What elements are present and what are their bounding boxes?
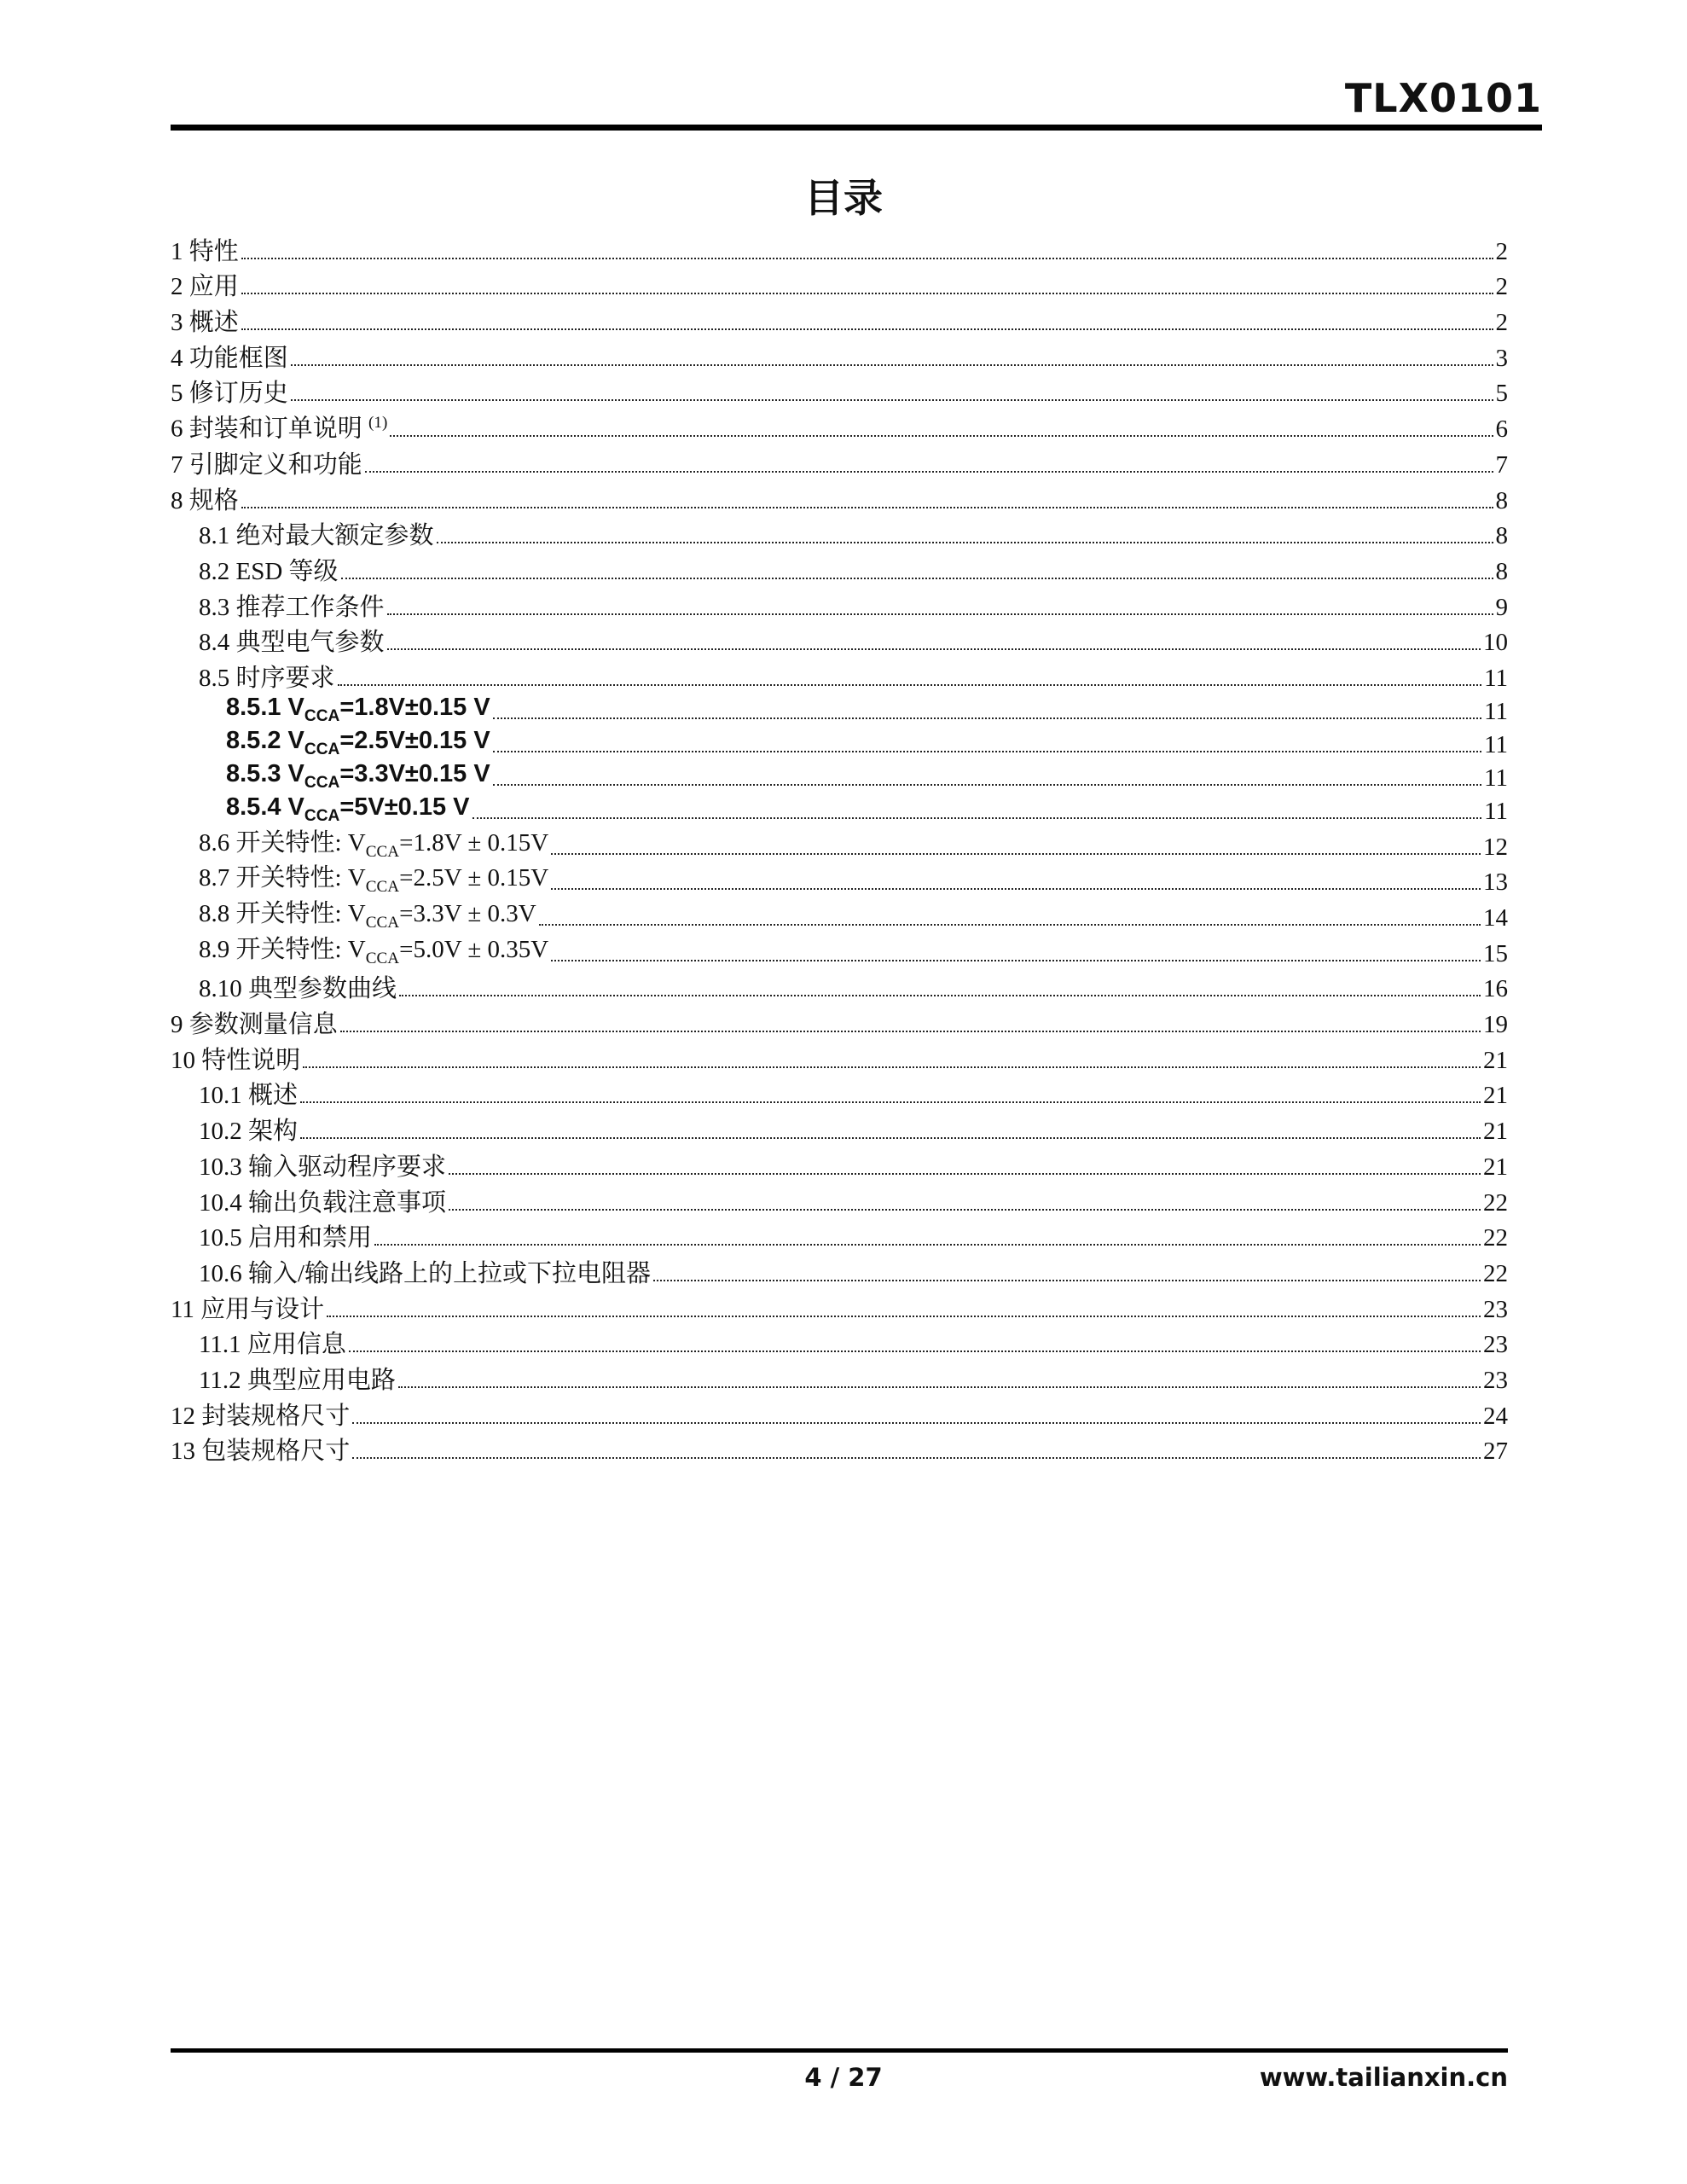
toc-entry[interactable]	[171, 442, 1508, 478]
toc-entry[interactable]	[171, 229, 1508, 264]
toc-entry-label	[199, 1188, 447, 1217]
toc-entry-text: 6 封装和订单说明	[171, 415, 362, 444]
toc-entry-text: 10.2 架构	[199, 1118, 299, 1146]
toc-entry[interactable]	[171, 724, 1508, 758]
toc-entry-label	[171, 381, 288, 406]
toc-entry-text: 10.3 输入驱动程序要求	[199, 1153, 447, 1181]
toc-page-number: 8	[1495, 522, 1508, 550]
dot-leader	[241, 258, 1493, 259]
toc-page-number: 23	[1483, 1331, 1508, 1359]
toc-entry-text: 8.5.1 V	[226, 694, 304, 721]
toc-entry-text: 8.7 开关特性: V	[199, 864, 366, 892]
toc-page-number: 11	[1484, 764, 1508, 792]
toc-entry[interactable]	[171, 1393, 1508, 1429]
toc-page-number: 21	[1483, 1153, 1508, 1181]
toc-entry-label	[199, 902, 536, 931]
toc-entry-label	[199, 1119, 298, 1144]
toc-entry-text: 13 包装规格尺寸	[171, 1438, 351, 1466]
toc-page-number: 13	[1483, 868, 1508, 897]
toc-entry-text: 8.6 开关特性: V	[199, 828, 366, 857]
dot-leader	[387, 648, 1481, 650]
toc-entry[interactable]	[171, 1429, 1508, 1465]
toc-entry[interactable]	[171, 584, 1508, 620]
toc-page-number: 21	[1483, 1118, 1508, 1146]
toc-entry[interactable]	[171, 1180, 1508, 1216]
toc-entry[interactable]	[171, 1144, 1508, 1180]
toc-entry[interactable]	[171, 655, 1508, 691]
toc-entry[interactable]	[171, 264, 1508, 300]
toc-entry-label	[171, 1439, 350, 1464]
dot-leader	[493, 784, 1481, 786]
toc-entry-text: 3 概述	[171, 309, 239, 337]
toc-page-number: 24	[1483, 1402, 1508, 1430]
toc-page-number: 15	[1483, 939, 1508, 967]
toc-entry[interactable]	[171, 1287, 1508, 1322]
toc-page-number: 21	[1483, 1046, 1508, 1074]
toc-page-number: 11	[1484, 664, 1508, 692]
toc-entry[interactable]	[171, 931, 1508, 967]
toc-entry-text: =5.0V ± 0.35V	[399, 935, 549, 963]
dot-leader	[551, 960, 1481, 961]
toc-entry[interactable]	[171, 1037, 1508, 1073]
toc-page-number: 7	[1495, 450, 1508, 479]
subscript: CCA	[304, 740, 340, 758]
dot-leader	[352, 1457, 1481, 1459]
toc-entry-label	[199, 1368, 396, 1393]
dot-leader	[374, 1244, 1481, 1246]
toc-entry-text: 4 功能框图	[171, 344, 288, 372]
subscript: CCA	[304, 773, 340, 792]
toc-entry-label	[199, 524, 434, 549]
toc-entry[interactable]	[171, 1216, 1508, 1252]
toc-title: 目录	[804, 175, 883, 221]
toc-entry-text: 8.5.4 V	[226, 793, 304, 821]
toc-entry[interactable]	[171, 299, 1508, 335]
toc-entry-label	[171, 1013, 338, 1037]
toc-entry-label	[226, 795, 470, 824]
toc-page-number: 8	[1495, 557, 1508, 585]
toc-entry-label	[199, 828, 549, 861]
table-of-contents	[171, 229, 1508, 1464]
toc-entry-text: =1.8V±0.15 V	[339, 694, 490, 721]
toc-entry[interactable]	[171, 758, 1508, 791]
toc-page-number: 5	[1495, 380, 1508, 408]
toc-page-number: 23	[1483, 1295, 1508, 1323]
toc-entry-text: 10.5 启用和禁用	[199, 1224, 373, 1252]
toc-entry-label	[199, 1333, 346, 1357]
toc-entry-text: =2.5V ± 0.15V	[399, 864, 549, 892]
dot-leader	[449, 1173, 1481, 1175]
toc-entry-text: =1.8V ± 0.15V	[399, 828, 549, 857]
toc-entry-text: 10.4 输出负载注意事项	[199, 1188, 447, 1217]
toc-entry-label	[171, 275, 239, 299]
toc-entry-label	[171, 311, 239, 335]
toc-entry-text: =3.3V±0.15 V	[339, 760, 490, 787]
toc-entry-text: 5 修订历史	[171, 380, 288, 408]
dot-leader	[539, 924, 1481, 926]
toc-page-number: 14	[1483, 904, 1508, 932]
toc-page-number: 10	[1483, 629, 1508, 657]
toc-page-number: 12	[1483, 833, 1508, 861]
toc-page-number: 6	[1495, 415, 1508, 444]
toc-entry-label	[199, 935, 549, 967]
toc-entry[interactable]	[171, 1322, 1508, 1358]
dot-leader	[472, 817, 1482, 819]
toc-entry[interactable]	[171, 967, 1508, 1002]
toc-entry-label	[199, 595, 385, 620]
toc-entry-label	[171, 415, 387, 442]
toc-entry-text: 10 特性说明	[171, 1046, 301, 1074]
toc-entry-label	[171, 237, 239, 265]
toc-entry-text: 8.8 开关特性: V	[199, 900, 366, 928]
toc-entry-text: 11 应用与设计	[171, 1295, 325, 1323]
toc-entry-label	[226, 762, 490, 791]
subscript: CCA	[365, 878, 400, 897]
subscript: CCA	[365, 842, 400, 861]
dot-leader	[241, 293, 1493, 294]
dot-leader	[300, 1137, 1481, 1139]
footnote-marker: (1)	[368, 414, 388, 433]
dot-leader	[241, 507, 1493, 508]
toc-entry[interactable]	[171, 371, 1508, 407]
website-link[interactable]: www.tailianxin.cn	[1259, 2063, 1508, 2092]
toc-entry[interactable]	[171, 1108, 1508, 1144]
toc-entry[interactable]	[171, 791, 1508, 824]
toc-entry[interactable]	[171, 860, 1508, 896]
toc-entry-label	[199, 1083, 298, 1108]
toc-page-number: 22	[1483, 1259, 1508, 1287]
dot-leader	[551, 888, 1481, 890]
toc-entry-label	[171, 450, 362, 479]
toc-entry-text: 9 参数测量信息	[171, 1011, 338, 1039]
toc-entry-label	[199, 866, 548, 895]
toc-entry-text: 10.1 概述	[199, 1082, 299, 1110]
dot-leader	[303, 1066, 1481, 1068]
toc-entry[interactable]	[171, 549, 1508, 584]
toc-entry-text: 8.2 ESD 等级	[199, 557, 339, 585]
toc-entry-text: 1 特性	[171, 237, 239, 265]
toc-entry[interactable]	[171, 1073, 1508, 1109]
toc-page-number: 22	[1483, 1188, 1508, 1217]
dot-leader	[300, 1101, 1481, 1103]
toc-page-number: 11	[1484, 797, 1508, 825]
toc-page-number: 3	[1495, 344, 1508, 372]
toc-entry-label	[199, 1226, 372, 1251]
dot-leader	[365, 471, 1493, 473]
toc-entry-label	[226, 695, 490, 724]
toc-page-number: 2	[1495, 237, 1508, 265]
dot-leader	[653, 1280, 1481, 1281]
toc-entry-text: 8.10 典型参数曲线	[199, 975, 397, 1003]
toc-entry-text: 10.6 输入/输出线路上的上拉或下拉电阻器	[199, 1259, 652, 1287]
toc-entry-text: 12 封装规格尺寸	[171, 1402, 351, 1430]
toc-entry[interactable]	[171, 478, 1508, 514]
toc-page-number: 23	[1483, 1366, 1508, 1394]
toc-page-number: 2	[1495, 273, 1508, 301]
toc-page-number: 8	[1495, 486, 1508, 514]
toc-page-number: 11	[1484, 697, 1508, 725]
toc-entry-label	[171, 346, 288, 371]
dot-leader	[399, 995, 1481, 996]
toc-entry-text: 11.2 典型应用电路	[199, 1366, 396, 1394]
toc-entry[interactable]	[171, 1002, 1508, 1037]
toc-entry-text: 8.4 典型电气参数	[199, 629, 385, 657]
toc-entry-label	[171, 1048, 300, 1073]
document-id: TLX0101	[1344, 75, 1542, 121]
dot-leader	[241, 328, 1493, 330]
toc-entry-text: 8.5.2 V	[226, 727, 304, 754]
toc-page-number: 21	[1483, 1082, 1508, 1110]
toc-page-number: 9	[1495, 593, 1508, 621]
toc-entry-label	[226, 729, 490, 758]
toc-page-number: 27	[1483, 1438, 1508, 1466]
toc-page-number: 19	[1483, 1011, 1508, 1039]
subscript: CCA	[365, 949, 400, 967]
dot-leader	[352, 1422, 1481, 1424]
toc-entry-text: 2 应用	[171, 273, 239, 301]
toc-entry-text: 7 引脚定义和功能	[171, 450, 362, 479]
toc-entry-label	[171, 1295, 325, 1323]
toc-page-number: 22	[1483, 1224, 1508, 1252]
header-divider	[171, 125, 1542, 131]
toc-entry[interactable]	[171, 824, 1508, 860]
footer-divider	[171, 2048, 1508, 2053]
toc-entry[interactable]	[171, 895, 1508, 931]
toc-entry-text: =3.3V ± 0.3V	[399, 900, 536, 928]
dot-leader	[338, 684, 1482, 686]
dot-leader	[387, 613, 1493, 615]
toc-entry[interactable]	[171, 406, 1508, 442]
dot-leader	[390, 435, 1493, 437]
toc-entry-text: 8.1 绝对最大额定参数	[199, 522, 434, 550]
toc-entry[interactable]	[171, 691, 1508, 724]
toc-entry[interactable]	[171, 620, 1508, 656]
page-number: 4 / 27	[804, 2063, 883, 2092]
toc-page-number: 2	[1495, 309, 1508, 337]
toc-entry-label	[171, 1404, 350, 1429]
dot-leader	[291, 364, 1493, 366]
toc-entry-text: 8 规格	[171, 486, 239, 514]
dot-leader	[327, 1316, 1481, 1317]
dot-leader	[340, 1031, 1481, 1032]
dot-leader	[398, 1386, 1481, 1388]
toc-entry-text: =5V±0.15 V	[339, 793, 470, 821]
toc-entry[interactable]	[171, 1357, 1508, 1393]
subscript: CCA	[304, 806, 340, 825]
dot-leader	[341, 578, 1493, 579]
toc-entry-label	[199, 977, 397, 1002]
toc-entry-text: 8.9 开关特性: V	[199, 935, 366, 963]
toc-entry[interactable]	[171, 1251, 1508, 1287]
toc-entry-label	[199, 557, 339, 585]
toc-entry-text: 8.5 时序要求	[199, 664, 335, 692]
toc-entry-label	[199, 1259, 652, 1287]
dot-leader	[449, 1209, 1481, 1211]
dot-leader	[291, 399, 1493, 401]
subscript: CCA	[304, 706, 340, 725]
toc-entry-text: 11.1 应用信息	[199, 1331, 346, 1359]
toc-entry-label	[199, 666, 335, 691]
toc-entry-text: 8.5.3 V	[226, 760, 304, 787]
toc-entry[interactable]	[171, 514, 1508, 549]
toc-entry-label	[199, 630, 385, 655]
dot-leader	[551, 853, 1481, 855]
dot-leader	[437, 542, 1493, 543]
toc-page-number: 16	[1483, 975, 1508, 1003]
dot-leader	[493, 751, 1481, 752]
toc-entry-label	[171, 486, 239, 514]
subscript: CCA	[365, 913, 400, 932]
toc-entry-label	[199, 1155, 446, 1180]
dot-leader	[493, 717, 1481, 719]
toc-entry-text: 8.3 推荐工作条件	[199, 593, 385, 621]
dot-leader	[349, 1350, 1481, 1352]
toc-entry[interactable]	[171, 335, 1508, 371]
toc-page-number: 11	[1484, 730, 1508, 758]
toc-entry-text: =2.5V±0.15 V	[339, 727, 490, 754]
